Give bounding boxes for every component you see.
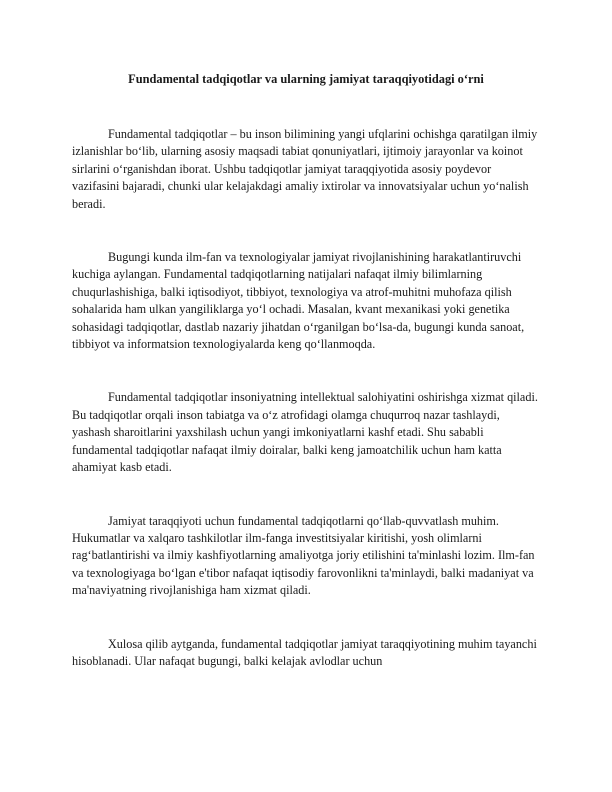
- document-body: [72, 126, 540, 706]
- paragraph-1: Fundamental tadqiqotlar – bu inson bilimining yangi ufqlarini ochishga qaratilgan ilmiy izlanishlar bo‘lib, ularning asosiy maqsadi tabiat qonuniyatlari, ijtimoiy jarayonlar va koinot sirlarini o‘rganishdan iborat. Ushbu tadqiqotlar jamiyat taraqqiyotida asosiy poydevor vazifasini bajaradi, chunki ular kelajakdagi amaliy ixtirolar va innovatsiyalar uchun yo‘nalish beradi.: [72, 127, 538, 211]
- document-title: Fundamental tadqiqotlar va ularning jamiyat taraqqiyotidagi o‘rni: [128, 72, 484, 86]
- paragraph-4: Jamiyat taraqqiyoti uchun fundamental tadqiqotlarni qo‘llab-quvvatlash muhim. Hukumatlar va xalqaro tashkilotlar ilm-fanga investitsiyalar kiritishi, yosh olimlarni rag‘batlantirishi va ilmiy kashfiyotlarning amaliyotga joriy etilishini ta'minlashi lozim. Ilm-fan va texnologiyaga bo‘lgan e'tibor nafaqat iqtisodiy farovonlikni ta'minlaydi, balki madaniyat va ma'naviyatning rivojlanishiga ham xizmat qiladi.: [72, 513, 535, 598]
- paragraph-2: Bugungi kunda ilm-fan va texnologiyalar jamiyat rivojlanishining harakatlantiruvchi kuchiga aylangan. Fundamental tadqiqotlarning natijalari nafaqat ilmiy bilimlarning chuqurlashishiga, balki iqtisodiyot, tibbiyot, texnologiya va atrof-muhitni muhofaza qilish sohalarida ham ulkan yangiliklarga yo‘l ochadi. Masalan, kvant mexanikasi yoki genetika sohasidagi tadqiqotlar, dastlab nazariy jihatdan o‘rganilgan bo‘lsa-da, bugungi kunda sanoat, tibbiyot va informatsion texnologiyalarda keng qo‘llanmoqda.: [72, 250, 525, 352]
- paragraph-5: Xulosa qilib aytganda, fundamental tadqiqotlar jamiyat taraqqiyotining muhim tayanchi hisoblanadi. Ular nafaqat bugungi, balki kelajak avlodlar uchun: [72, 636, 537, 668]
- paragraph-3: Fundamental tadqiqotlar insoniyatning intellektual salohiyatini oshirishga xizmat qiladi. Bu tadqiqotlar orqali inson tabiatga va o‘z atrofidagi olamga chuqurroq nazar tashlaydi, yashash sharoitlarini yaxshilash uchun yangi imkoniyatlarni kashf etadi. Shu sababli fundamental tadqiqotlar nafaqat ilmiy doiralar, balki keng jamoatchilik uchun ham katta ahamiyat kasb etadi.: [72, 390, 538, 475]
